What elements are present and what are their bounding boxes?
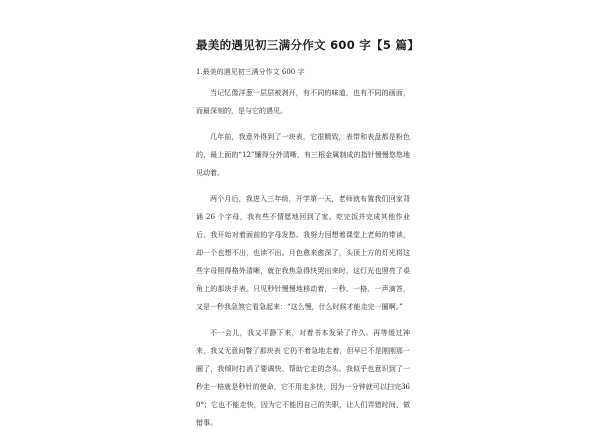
paragraph: 几年前，我意外得到了一块表，它很精致，表带和表盘都是粉色的，最上面的“12”镶得分外清晰，有三根金属制成的指针慢慢悠悠地见动着。: [196, 133, 410, 177]
section-heading: 1.最美的遇见初三满分作文 600 字: [196, 68, 305, 76]
paragraph: 当记忆像洋葱一层层被剥开，有不同的味道，也有不同的画面，而最深刻的，是与它的遇见。: [196, 89, 410, 115]
paragraph: 两个月后，我进入三年级，开学第一天，老师就布置我们回家背诵 26 个字母，我有些不情愿地回到了家。吃完饭并完成其他作业后，我开始对着面前的字母发愁。我努力回想着课堂上老师的带读，却一个也想不出，也读不出。月色愈来愈深了，头顶上方的灯光将这些字母照得格外清晰，就在我焦急得快哭出来时，这灯光也照亮了桌角上的那块手表。只见秒针慢慢地移动着，一秒、一格、一声滴答，又是一秒我急煞它看急起来：“这么慢，什么时候才能走完一圈啊。”: [196, 195, 410, 311]
document-title: 最美的遇见初三满分作文 600 字【5 篇】: [196, 38, 420, 52]
paragraph: 不一会儿，我又平静下来，对着书本发呆了许久。再等缓过神来，我又无意间瞥了那块表 它仍不着急地走着，但早已不是刚刚那一圈了，我倾时打消了要调快、帮助它走的念头。我似乎也意识到了一秒走一格就是秒针的使命，它不用走多快，因为一分钟就可以扫完360°；它也不能走快，因为它不能因自己的失职，让人们弄错时间、做错事。: [196, 329, 410, 427]
